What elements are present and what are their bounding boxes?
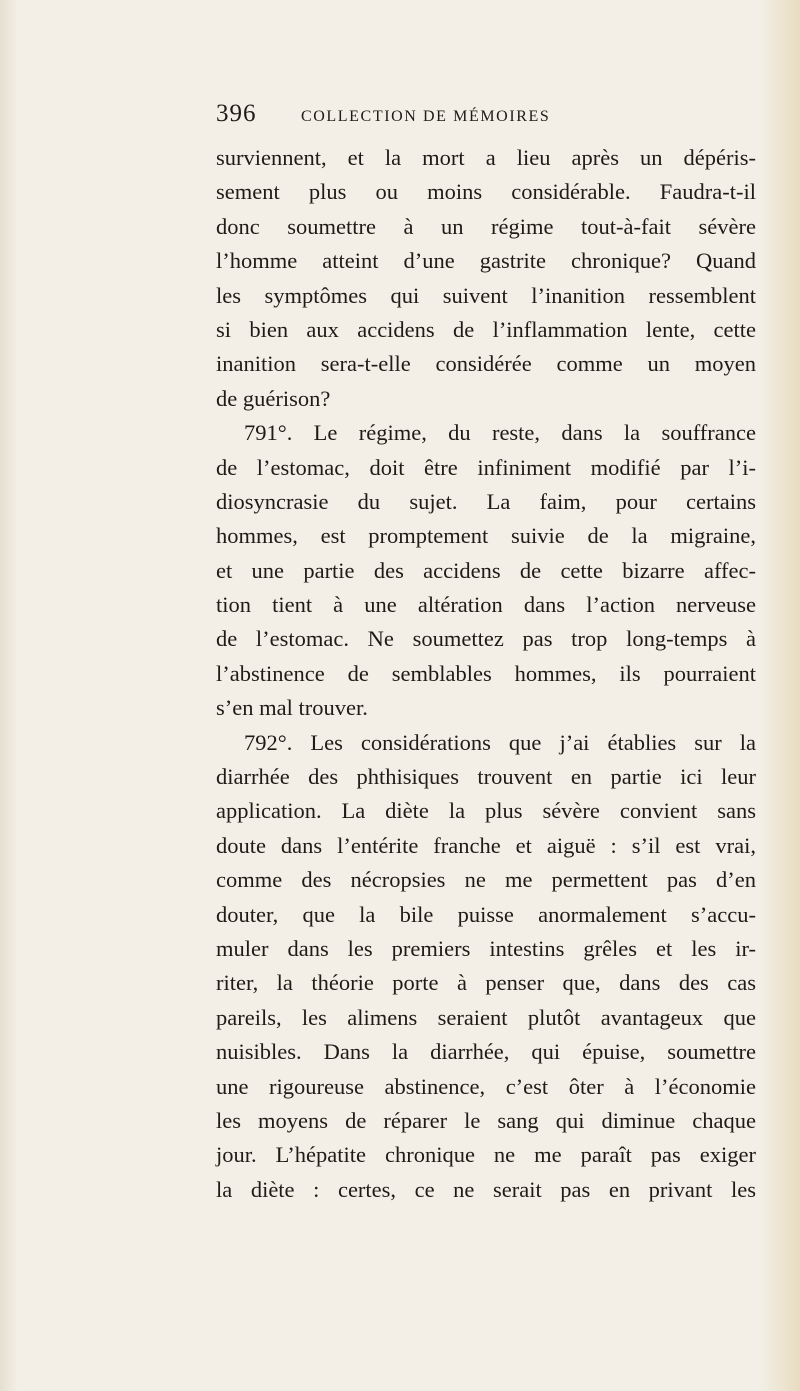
text-line: tion tient à une altération dans l’action nerveuse [216,592,756,618]
text-line: riter, la théorie porte à penser que, dans des cas [216,970,756,996]
text-line: pareils, les alimens seraient plutôt avantageux que [216,1004,756,1030]
text-line: doute dans l’entérite franche et aiguë : s’il est vrai, [216,832,756,858]
text-line: comme des nécropsies ne me permettent pas d’en [216,867,756,893]
text-line: muler dans les premiers intestins grêles et les ir- [216,935,756,961]
running-title: COLLECTION DE MÉMOIRES [301,108,551,125]
text-line: inanition sera-t-elle considérée comme un moyen [216,351,756,377]
text-line: si bien aux accidens de l’inflammation lente, cette [216,316,756,342]
text-line: les moyens de réparer le sang qui diminue chaque [216,1107,756,1133]
text-line: diarrhée des phthisiques trouvent en partie ici leur [216,764,756,790]
text-line: donc soumettre à un régime tout-à-fait sévère [216,213,756,239]
text-line: de l’estomac. Ne soumettez pas trop long-temps à [216,626,756,652]
paragraph-continuation [216,141,756,416]
page-gutter-shadow [0,0,18,1391]
text-line: l’homme atteint d’une gastrite chronique? Quand [216,248,756,274]
text-line: de guérison? [216,385,331,411]
body-text [216,141,756,1207]
text-line: hommes, est promptement suivie de la migraine, [216,523,756,549]
text-line: la diète : certes, ce ne serait pas en privant les [216,1176,756,1202]
paragraph-792 [216,726,756,1207]
text-line: nuisibles. Dans la diarrhée, qui épuise, soumettre [216,1039,756,1065]
text-line: 791°. Le régime, du reste, dans la souffrance [244,420,756,446]
page-edge-shadow [760,0,800,1391]
text-line: 792°. Les considérations que j’ai établies sur la [244,729,756,755]
page-number: 396 [216,100,257,127]
text-line: diosyncrasie du sujet. La faim, pour certains [216,488,756,514]
text-line: sement plus ou moins considérable. Faudra-t-il [216,179,756,205]
paragraph-791 [216,416,756,726]
text-line: les symptômes qui suivent l’inanition ressemblent [216,282,756,308]
text-line: de l’estomac, doit être infiniment modifié par l’i- [216,454,756,480]
text-line: une rigoureuse abstinence, c’est ôter à l’économie [216,1073,756,1099]
text-line: douter, que la bile puisse anormalement s’accu- [216,901,756,927]
text-line: s’en mal trouver. [216,695,368,721]
text-line: surviennent, et la mort a lieu après un dépéris- [216,145,756,170]
text-line: jour. L’hépatite chronique ne me paraît pas exiger [216,1142,756,1168]
text-line: et une partie des accidens de cette bizarre affec- [216,557,756,583]
text-line: l’abstinence de semblables hommes, ils pourraient [216,660,756,686]
page-header [216,100,756,140]
text-line: application. La diète la plus sévère convient sans [216,798,756,824]
